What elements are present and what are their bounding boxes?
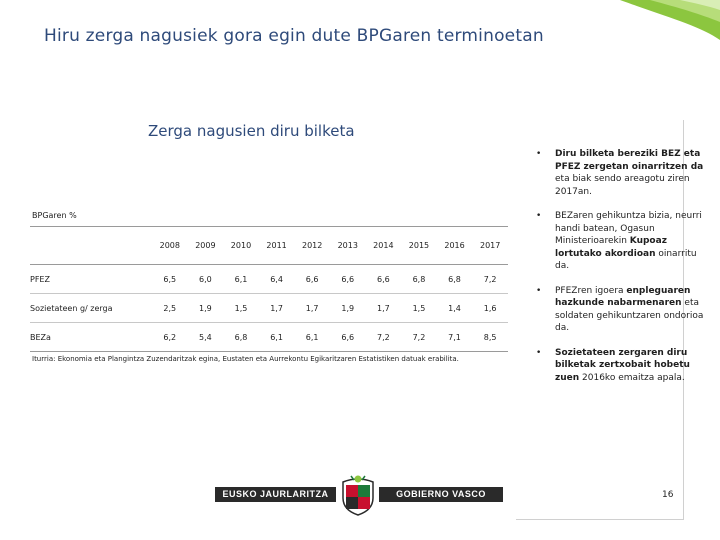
table-cell: 6,6 (366, 265, 402, 294)
bullet-text: PFEZren igoera (555, 285, 627, 296)
table-header-row (30, 227, 508, 265)
bullet-list (536, 148, 706, 396)
year-header: 2017 (472, 227, 508, 265)
bullet-bold-text: Diru bilketa bereziki BEZ eta PFEZ zergetan oinarritzen da (555, 149, 704, 172)
table-cell: 6,6 (330, 265, 366, 294)
table-cell: 1,4 (437, 294, 473, 323)
bullet-bold-text: enpleguaren hazkunde nabarmenaren (555, 285, 691, 308)
bullet-dot-icon: • (536, 211, 542, 221)
table-cell: 6,4 (259, 265, 295, 294)
table-cell: 6,0 (188, 265, 224, 294)
table-cell: 7,1 (437, 323, 473, 352)
table-cell: 6,6 (330, 323, 366, 352)
bullet-bold-text: Sozietateen zergaren diru bilketak zertxobait hobetu zuen (555, 347, 690, 383)
table-cell: 6,8 (401, 265, 437, 294)
year-header: 2011 (259, 227, 295, 265)
table-cell: 7,2 (366, 323, 402, 352)
year-header: 2009 (188, 227, 224, 265)
green-wave-decoration (580, 0, 720, 48)
list-item (536, 285, 706, 335)
basque-government-seal-icon (339, 474, 377, 516)
logo-text-spanish: GOBIERNO VASCO (379, 487, 503, 502)
bullet-bold-text: Kupoaz lortutako akordioan (555, 236, 667, 259)
row-label: PFEZ (30, 265, 152, 294)
tax-revenue-table (30, 226, 508, 352)
list-item (536, 347, 706, 385)
table-cell: 1,6 (472, 294, 508, 323)
page-number: 16 (662, 490, 674, 500)
table-cell: 6,1 (259, 323, 295, 352)
list-item (536, 210, 706, 273)
source-note: Iturria: Ekonomia eta Plangintza Zuzendaritzak egina, Eustaten eta Aurrekontu Egikaritzaren Estatistiken datuak erabilita. (32, 355, 459, 363)
table-cell: 1,5 (223, 294, 259, 323)
bullet-text: BEZaren gehikuntza bizia, neurri handi batean, Ogasun Ministerioarekin (555, 211, 702, 246)
table-row (30, 323, 508, 352)
row-label: Sozietateen g/ zerga (30, 294, 152, 323)
table-cell: 1,7 (259, 294, 295, 323)
bullet-dot-icon: • (536, 347, 542, 358)
table-cell: 7,2 (401, 323, 437, 352)
header-empty-cell (30, 227, 152, 265)
bullet-text: eta soldaten gehikuntzaren ondorioa da. (555, 298, 704, 333)
year-header: 2016 (437, 227, 473, 265)
bullet-text: oinarritu da. (555, 248, 697, 271)
bullet-text: 2016ko emaitza apala. (579, 372, 685, 383)
table-cell: 6,6 (294, 265, 330, 294)
table-cell: 7,2 (472, 265, 508, 294)
logo-text-basque: EUSKO JAURLARITZA (215, 487, 336, 502)
table-cell: 5,4 (188, 323, 224, 352)
bullet-dot-icon: • (536, 149, 542, 159)
bullet-dot-icon: • (536, 285, 542, 296)
table-cell: 1,9 (330, 294, 366, 323)
table-row (30, 294, 508, 323)
table-cell: 6,1 (223, 265, 259, 294)
year-header: 2014 (366, 227, 402, 265)
table-cell: 1,5 (401, 294, 437, 323)
year-header: 2013 (330, 227, 366, 265)
year-header: 2012 (294, 227, 330, 265)
table-cell: 6,8 (223, 323, 259, 352)
slide-subtitle: Zerga nagusien diru bilketa (148, 122, 355, 140)
table-cell: 6,8 (437, 265, 473, 294)
table-cell: 1,7 (366, 294, 402, 323)
table-cell: 6,5 (152, 265, 188, 294)
unit-label: BPGaren % (32, 211, 77, 220)
page-title: Hiru zerga nagusiek gora egin dute BPGaren terminoetan (44, 26, 544, 46)
row-label: BEZa (30, 323, 152, 352)
table-cell: 1,9 (188, 294, 224, 323)
year-header: 2008 (152, 227, 188, 265)
table-cell: 6,2 (152, 323, 188, 352)
table-cell: 6,1 (294, 323, 330, 352)
government-logo (215, 474, 503, 516)
table-cell: 8,5 (472, 323, 508, 352)
year-header: 2015 (401, 227, 437, 265)
list-item (536, 148, 706, 198)
year-header: 2010 (223, 227, 259, 265)
table-cell: 1,7 (294, 294, 330, 323)
table-row (30, 265, 508, 294)
table-cell: 2,5 (152, 294, 188, 323)
bullet-text: eta biak sendo areagotu ziren 2017an. (555, 174, 690, 197)
